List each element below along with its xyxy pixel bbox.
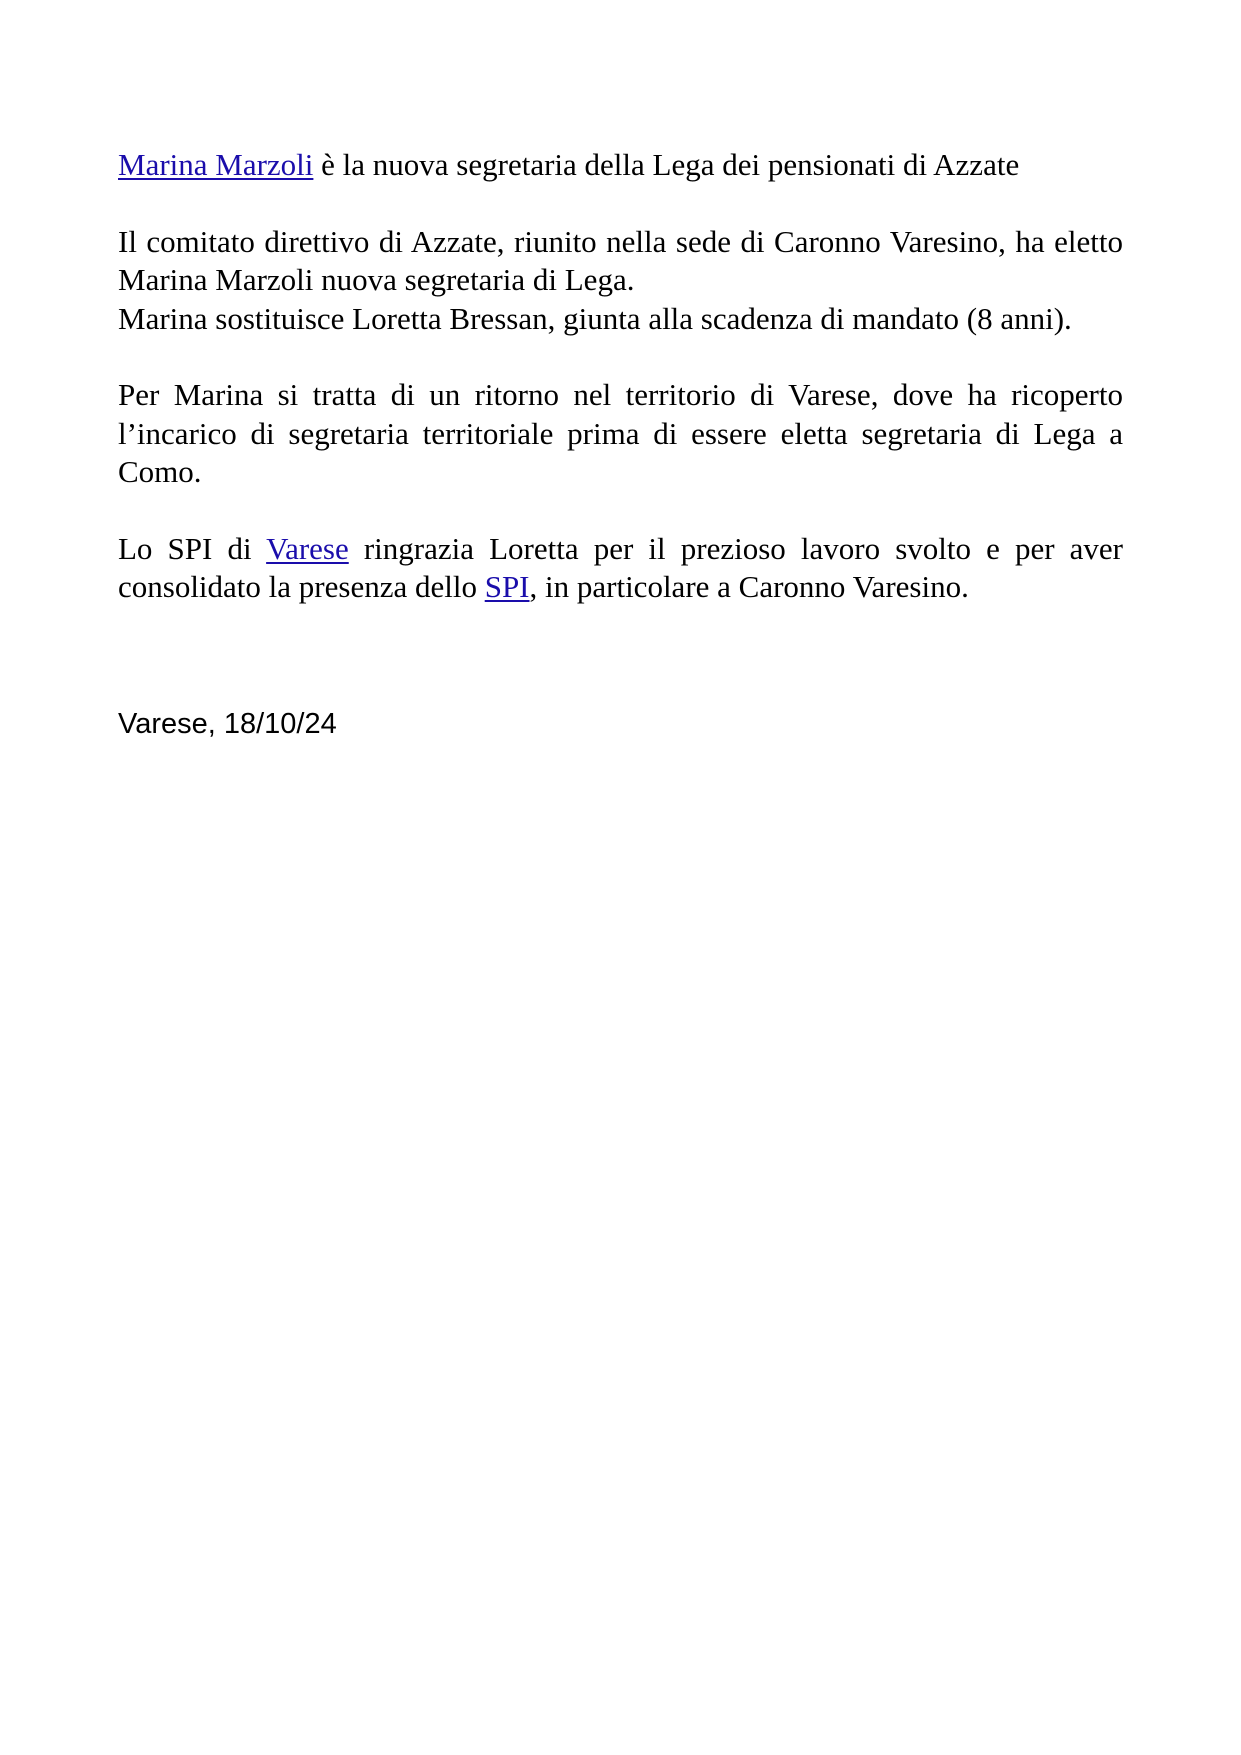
paragraph-ringraziamento	[118, 530, 1123, 607]
link-varese[interactable]: Varese	[266, 530, 349, 566]
ringraziamento-text-2: ringrazia Loretta per il prezioso lavoro svolto e per aver consolidato la presenza dello	[118, 530, 1123, 604]
ringraziamento-text-1: Lo SPI di	[118, 530, 267, 566]
document-body	[118, 146, 1123, 607]
ringraziamento-text-3: , in particolare a Caronno Varesino.	[529, 569, 969, 604]
signature-place-date: Varese, 18/10/24	[118, 708, 337, 740]
title-text: è la nuova segretaria della Lega dei pensionati di Azzate	[313, 147, 1020, 182]
paragraph-ritorno: Per Marina si tratta di un ritorno nel territorio di Varese, dove ha ricoperto l’incarico di segretaria territoriale prima di essere eletta segretaria di Lega a Como.	[118, 377, 1123, 489]
paragraph-comitato: Il comitato direttivo di Azzate, riunito nella sede di Caronno Varesino, ha eletto Marina Marzoli nuova segretaria di Lega.	[118, 223, 1123, 297]
link-spi[interactable]: SPI	[484, 569, 530, 604]
document-title	[118, 146, 1123, 185]
link-marina-marzoli[interactable]: Marina Marzoli	[118, 147, 314, 182]
paragraph-sostituzione: Marina sostituisce Loretta Bressan, giunta alla scadenza di mandato (8 anni).	[118, 300, 1072, 336]
